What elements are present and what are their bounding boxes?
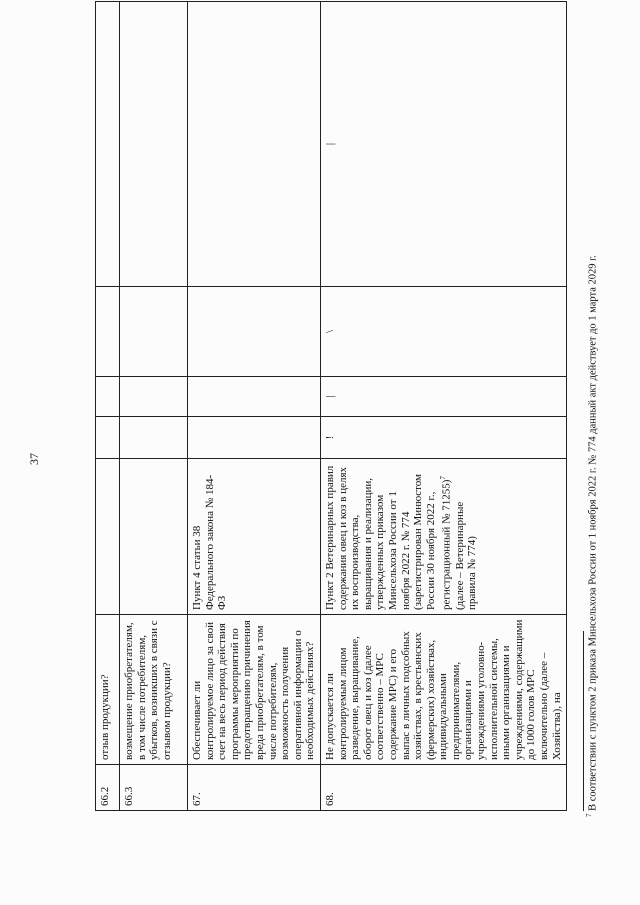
answer-cell	[120, 377, 188, 417]
reference-cell	[96, 459, 120, 615]
question-cell: Обеспечивает ли контролируемое лицо за свой счет на весь период действия программы мероприятий по предотвращению причинения вреда приобретателям, в том числе потребителям, возможность получения оперативной информации о необходимых действиях?	[188, 615, 321, 765]
footnote-mark: 7	[585, 813, 593, 817]
page-number: 37	[27, 453, 41, 465]
comment-cell	[120, 2, 188, 287]
reference-text: Пункт 2 Ветеринарных правил содержания овец и коз в целях их воспроизводства, выращивания и реализации, утвержденных приказом Минсельхоза России от 1 ноября 2022 г. № 774 (зарегистрирован Минюстом России 30 ноября 2022 г., регистрационный № 71255)	[323, 465, 453, 610]
answer-cell	[96, 287, 120, 377]
row-number: 68.	[320, 765, 566, 811]
table-row	[96, 2, 120, 811]
table-row	[320, 2, 566, 811]
answer-mark: |	[323, 142, 336, 146]
answer-cell	[188, 287, 321, 377]
comment-cell	[188, 2, 321, 287]
reference-tail: (далее – Ветеринарные правила № 774)	[453, 501, 479, 610]
comment-cell	[320, 2, 566, 287]
answer-cell	[120, 287, 188, 377]
footnote-mark: 7	[439, 476, 448, 480]
table-row	[188, 2, 321, 811]
answer-mark: \	[323, 329, 336, 334]
table-row	[120, 2, 188, 811]
footnote-text: В соответствии с пунктом 2 приказа Минсельхоза России от 1 ноября 2022 г. № 774 данный акт действует до 1 марта 2029 г.	[587, 255, 599, 814]
answer-cell	[188, 377, 321, 417]
row-number: 66.2	[96, 765, 120, 811]
comment-cell	[96, 2, 120, 287]
answer-cell	[120, 417, 188, 459]
answer-mark: |	[323, 395, 336, 398]
answer-cell	[320, 377, 566, 417]
answer-cell	[320, 417, 566, 459]
answer-cell	[320, 287, 566, 377]
answer-mark: !	[323, 435, 336, 440]
footnote	[585, 255, 599, 817]
question-cell: отзыв продукции?	[96, 615, 120, 765]
reference-cell	[320, 459, 566, 615]
footnote-divider	[583, 631, 584, 811]
reference-cell: Пункт 4 статьи 38 Федерального закона № 184-ФЗ	[188, 459, 321, 615]
checklist-table	[95, 1, 567, 811]
reference-cell	[120, 459, 188, 615]
question-cell: Не допускается ли контролируемым лицом разведение, выращивание, оборот овец и коз (далее соответственно – МРС содержание МРС) и его выпас в личных подсобных хозяйствах, в крестьянских (фермерских) хозяйствах, индивидуальными предпринимателями, организациями и учреждениями уголовно-исполнительной системы, иными организациями и учреждениями, содержащими до 1000 голов МРС включительно (далее – Хозяйства), на	[320, 615, 566, 765]
row-number: 67.	[188, 765, 321, 811]
row-number: 66.3	[120, 765, 188, 811]
answer-cell	[96, 417, 120, 459]
answer-cell	[96, 377, 120, 417]
question-cell: возмещение приобретателям, в том числе потребителям, убытков, возникших в связи с отзывом продукции?	[120, 615, 188, 765]
answer-cell	[188, 417, 321, 459]
